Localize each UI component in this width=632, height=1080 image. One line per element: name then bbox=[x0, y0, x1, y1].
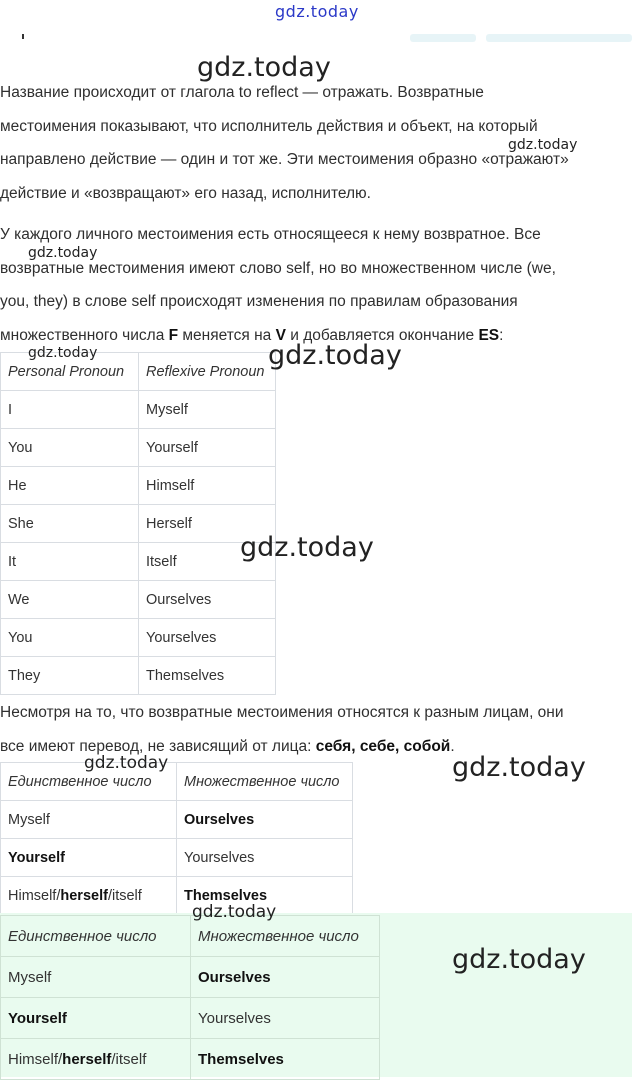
table-cell: Ourselves bbox=[191, 957, 380, 998]
text-line: все имеют перевод, не зависящий от лица: себя, себе, собой. bbox=[0, 737, 455, 755]
watermark: gdz.today bbox=[192, 902, 277, 922]
number-table bbox=[0, 762, 353, 915]
text-line: множественного числа F меняется на V и добавляется окончание ES: bbox=[0, 326, 504, 344]
paragraph-self-rules bbox=[0, 218, 632, 352]
table-cell: Yourself bbox=[1, 839, 177, 877]
table-row bbox=[1, 391, 276, 429]
header-cursor-mark bbox=[22, 34, 24, 39]
table-cell: Myself bbox=[1, 801, 177, 839]
text-line: У каждого личного местоимения есть относящееся к нему возвратное. Все bbox=[0, 226, 541, 243]
header-button-placeholder[interactable] bbox=[410, 34, 476, 42]
table-cell: Myself bbox=[139, 391, 276, 429]
watermark-top: gdz.today bbox=[275, 2, 359, 21]
table-cell: Themselves bbox=[139, 657, 276, 695]
table-cell: You bbox=[1, 429, 139, 467]
header-singular: Единственное число bbox=[1, 916, 191, 957]
table-cell: He bbox=[1, 467, 139, 505]
table-cell: We bbox=[1, 581, 139, 619]
table-row bbox=[1, 581, 276, 619]
table-cell: Yourselves bbox=[177, 839, 353, 877]
table-cell: Yourself bbox=[139, 429, 276, 467]
text-line: Несмотря на то, что возвратные местоимения относятся к разным лицам, они bbox=[0, 704, 564, 721]
table-cell: They bbox=[1, 657, 139, 695]
table-row bbox=[1, 467, 276, 505]
text-line: действие и «возвращают» его назад, исполнителю. bbox=[0, 184, 371, 202]
table-cell: Themselves bbox=[177, 877, 353, 915]
table-cell: Himself/herself/itself bbox=[1, 877, 177, 915]
table-row bbox=[1, 877, 353, 915]
table-header-row bbox=[1, 916, 380, 957]
text-line: местоимения показывают, что исполнитель действия и объект, на который bbox=[0, 117, 538, 135]
table-cell: You bbox=[1, 619, 139, 657]
header-reflexive-pronoun: Reflexive Pronoun bbox=[139, 353, 276, 391]
table-row bbox=[1, 505, 276, 543]
table-cell: Themselves bbox=[191, 1039, 380, 1080]
watermark: gdz.today bbox=[28, 345, 98, 361]
text-line: возвратные местоимения имеют слово self, но во множественном числе (we, bbox=[0, 259, 556, 277]
watermark: gdz.today bbox=[28, 245, 98, 261]
header-plural: Множественное число bbox=[177, 763, 353, 801]
table-row bbox=[1, 619, 276, 657]
table-cell: Yourselves bbox=[139, 619, 276, 657]
table-header-row bbox=[1, 763, 353, 801]
table-cell: I bbox=[1, 391, 139, 429]
table-row bbox=[1, 998, 380, 1039]
table-row bbox=[1, 1039, 380, 1080]
table-row bbox=[1, 801, 353, 839]
letter-f: F bbox=[168, 326, 179, 344]
table-cell: Ourselves bbox=[177, 801, 353, 839]
watermark: gdz.today bbox=[268, 340, 402, 371]
watermark: gdz.today bbox=[240, 532, 374, 563]
table-cell: Himself/herself/itself bbox=[1, 1039, 191, 1080]
header-button-placeholder-2[interactable] bbox=[486, 34, 632, 42]
ending-es: ES bbox=[478, 326, 500, 344]
number-table-highlighted bbox=[0, 915, 380, 1080]
table-row bbox=[1, 657, 276, 695]
text-line: you, they) в слове self происходят изменения по правилам образования bbox=[0, 293, 518, 310]
table-row bbox=[1, 957, 380, 998]
watermark: gdz.today bbox=[452, 944, 586, 975]
header-plural: Множественное число bbox=[191, 916, 380, 957]
table-cell: Ourselves bbox=[139, 581, 276, 619]
table-cell: Myself bbox=[1, 957, 191, 998]
table-cell: She bbox=[1, 505, 139, 543]
header-singular: Единственное число bbox=[1, 763, 177, 801]
table-cell: Yourself bbox=[1, 998, 191, 1039]
letter-v: V bbox=[275, 326, 286, 344]
text-line: Название происходит от глагола to reflect — отражать. Возвратные bbox=[0, 84, 484, 101]
text-line: направлено действие — один и тот же. Эти местоимения образно «отражают» bbox=[0, 151, 569, 168]
translation-bold: себя, себе, собой bbox=[315, 737, 451, 755]
table-row bbox=[1, 429, 276, 467]
pronoun-table bbox=[0, 352, 276, 695]
watermark: gdz.today bbox=[84, 753, 169, 773]
table-row bbox=[1, 543, 276, 581]
watermark: gdz.today bbox=[508, 137, 578, 153]
table-cell: Itself bbox=[139, 543, 276, 581]
table-cell: Himself bbox=[139, 467, 276, 505]
table-cell: Yourselves bbox=[191, 998, 380, 1039]
header-personal-pronoun: Personal Pronoun bbox=[1, 353, 139, 391]
table-row bbox=[1, 839, 353, 877]
watermark: gdz.today bbox=[452, 752, 586, 783]
table-cell: It bbox=[1, 543, 139, 581]
table-cell: Herself bbox=[139, 505, 276, 543]
watermark: gdz.today bbox=[197, 52, 331, 83]
